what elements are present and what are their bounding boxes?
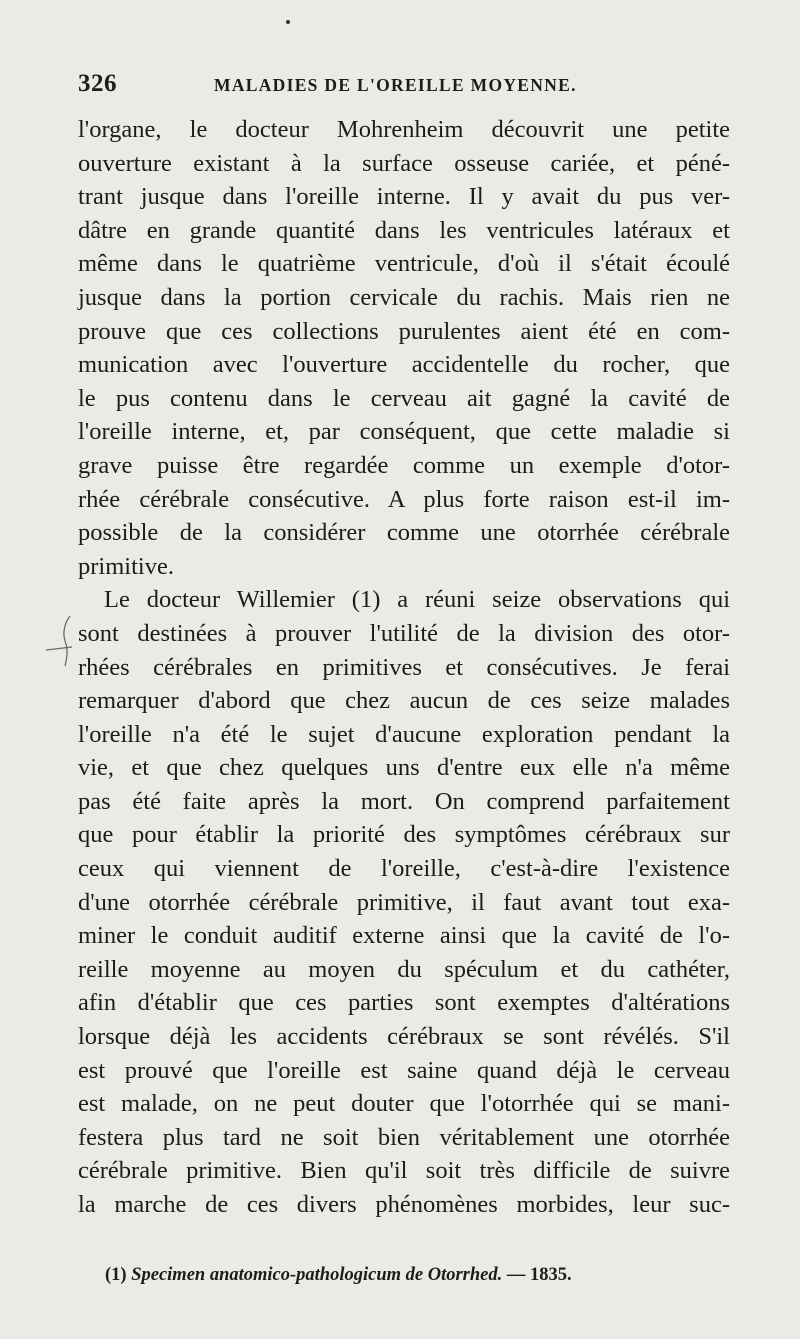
- text-line: festera plus tard ne soit bien véritablement une otorrhée: [78, 1123, 730, 1151]
- paragraph-end-line: primitive.: [78, 552, 174, 580]
- paragraph-start-line: Le docteur Willemier (1) a réuni seize observations qui: [104, 586, 730, 614]
- page-number: 326: [78, 70, 117, 97]
- text-line: que pour établir la priorité des symptômes cérébraux sur: [78, 821, 730, 849]
- text-line: pas été faite après la mort. On comprend parfaitement: [78, 787, 730, 815]
- footnote: [105, 1265, 572, 1286]
- text-line: est prouvé que l'oreille est saine quand déjà le cerveau: [78, 1056, 730, 1084]
- text-line: ouverture existant à la surface osseuse cariée, et péné-: [78, 149, 730, 177]
- text-line: dâtre en grande quantité dans les ventricules latéraux et: [78, 216, 730, 244]
- text-line: lorsque déjà les accidents cérébraux se sont révélés. S'il: [78, 1023, 730, 1051]
- text-line: vie, et que chez quelques uns d'entre eux elle n'a même: [78, 754, 730, 782]
- text-line: jusque dans la portion cervicale du rachis. Mais rien ne: [78, 283, 730, 311]
- text-line: miner le conduit auditif externe ainsi que la cavité de l'o-: [78, 922, 730, 950]
- handwritten-margin-mark: [40, 614, 80, 684]
- text-line: la marche de ces divers phénomènes morbides, leur suc-: [78, 1191, 730, 1218]
- text-line: ceux qui viennent de l'oreille, c'est-à-dire l'existence: [78, 855, 730, 883]
- text-line: l'organe, le docteur Mohrenheim découvrit une petite: [78, 116, 730, 143]
- text-line: cérébrale primitive. Bien qu'il soit très difficile de suivre: [78, 1157, 730, 1185]
- text-line: afin d'établir que ces parties sont exemptes d'altérations: [78, 989, 730, 1017]
- text-line: munication avec l'ouverture accidentelle du rocher, que: [78, 351, 730, 379]
- text-line: grave puisse être regardée comme un exemple d'otor-: [78, 451, 730, 479]
- text-line: le pus contenu dans le cerveau ait gagné la cavité de: [78, 384, 730, 412]
- footnote-date: — 1835.: [506, 1265, 572, 1285]
- text-line: l'oreille interne, et, par conséquent, que cette maladie si: [78, 418, 730, 446]
- text-line: prouve que ces collections purulentes aient été en com-: [78, 317, 730, 345]
- text-line: est malade, on ne peut douter que l'otorrhée qui se mani-: [78, 1090, 730, 1118]
- footnote-marker: (1): [105, 1265, 127, 1285]
- body-text: [78, 113, 730, 1222]
- text-line: remarquer d'abord que chez aucun de ces seize malades: [78, 687, 730, 715]
- text-line: l'oreille n'a été le sujet d'aucune exploration pendant la: [78, 720, 730, 748]
- footnote-title: Specimen anatomico-pathologicum de Otorrhed.: [131, 1265, 503, 1285]
- ink-speck: [286, 20, 290, 24]
- text-line: possible de la considérer comme une otorrhée cérébrale: [78, 519, 730, 547]
- text-line: rhées cérébrales en primitives et consécutives. Je ferai: [78, 653, 730, 681]
- running-title: MALADIES DE L'OREILLE MOYENNE.: [214, 75, 577, 95]
- text-line: d'une otorrhée cérébrale primitive, il faut avant tout exa-: [78, 888, 730, 916]
- text-line: rhée cérébrale consécutive. A plus forte raison est-il im-: [78, 485, 730, 513]
- text-line: trant jusque dans l'oreille interne. Il y avait du pus ver-: [78, 183, 730, 211]
- text-line: reille moyenne au moyen du spéculum et du cathéter,: [78, 955, 730, 983]
- page-header: [78, 70, 718, 104]
- text-line: sont destinées à prouver l'utilité de la division des otor-: [78, 619, 730, 647]
- text-line: même dans le quatrième ventricule, d'où il s'était écoulé: [78, 250, 730, 278]
